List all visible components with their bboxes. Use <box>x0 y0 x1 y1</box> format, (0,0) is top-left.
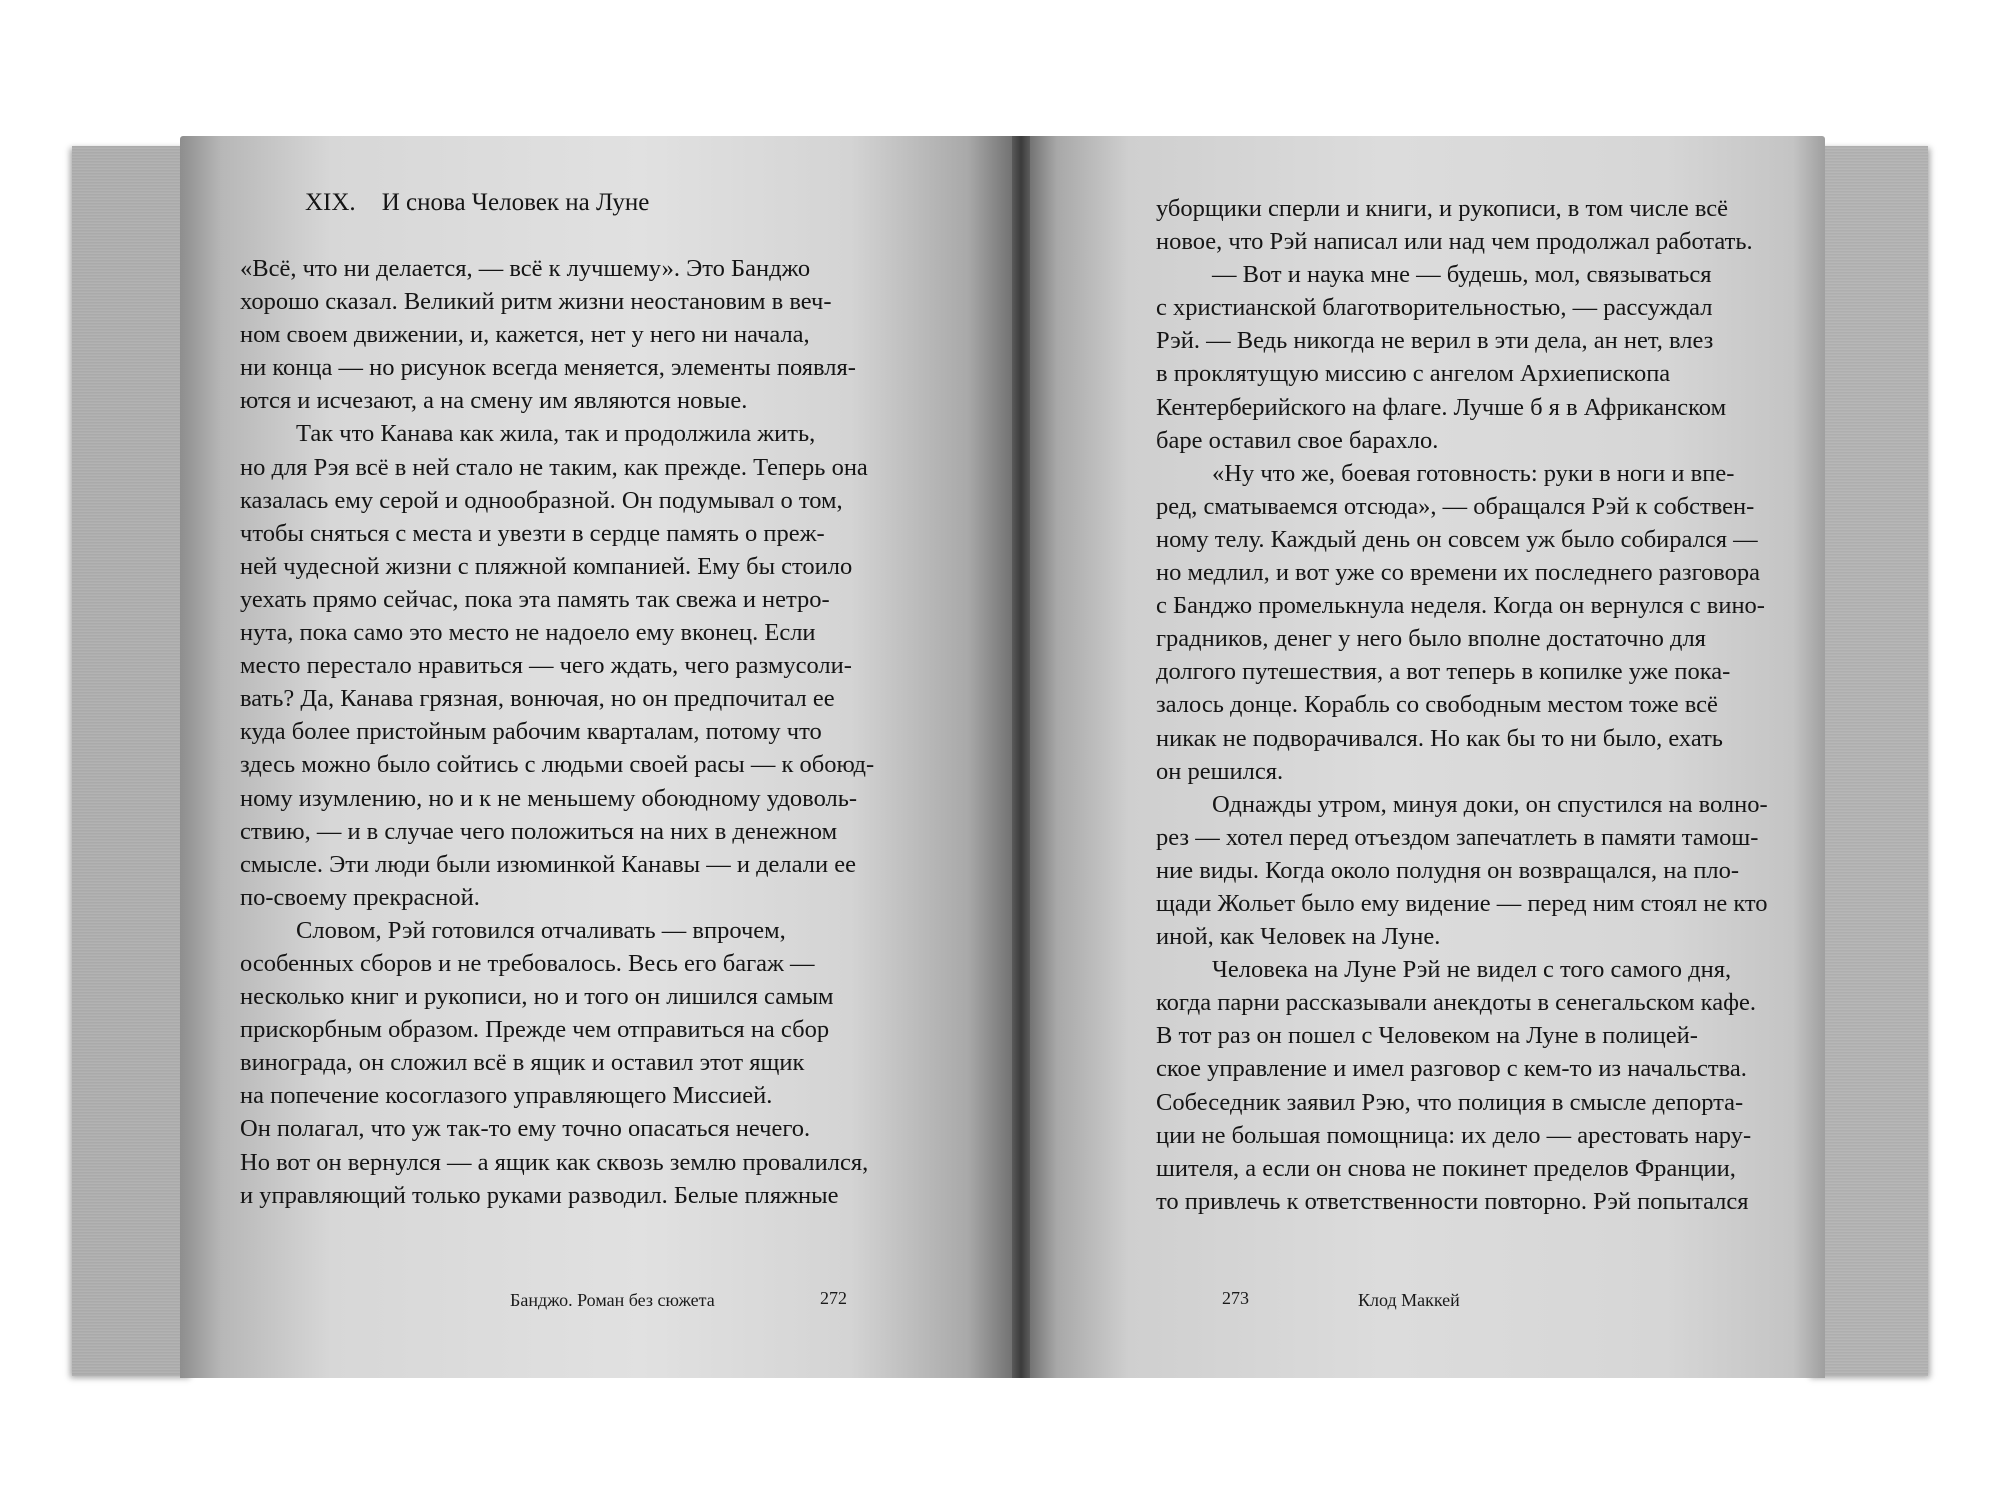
text-line: ни конца — но рисунок всегда меняется, элементы появля- <box>240 354 856 382</box>
text-line: по-своему прекрасной. <box>240 883 480 911</box>
text-line: Но вот он вернулся — а ящик как сквозь землю провалился, <box>240 1148 869 1176</box>
text-line: то привлечь к ответственности повторно. Рэй попытался <box>1156 1187 1749 1215</box>
text-line: прискорбным образом. Прежде чем отправиться на сбор <box>240 1016 830 1044</box>
text-line: градников, денег у него было вполне достаточно для <box>1156 625 1706 653</box>
text-line: ному изумлению, но и к не меньшему обоюдному удоволь- <box>240 784 858 812</box>
text-line: Рэй. — Ведь никогда не верил в эти дела, ан нет, влез <box>1156 327 1714 355</box>
text-line: смысле. Эти люди были изюминкой Канавы — и делали ее <box>240 850 856 878</box>
text-line: в проклятущую миссию с ангелом Архиепископа <box>1156 360 1671 388</box>
text-line: винограда, он сложил всё в ящик и оставил этот ящик <box>240 1049 805 1077</box>
text-line: нута, пока само это место не надоело ему вконец. Если <box>240 619 816 647</box>
text-line: Собеседник заявил Рэю, что полиция в смысле депорта- <box>1156 1088 1744 1116</box>
right-page-block-edge <box>1808 146 1928 1376</box>
text-line: но для Рэя всё в ней стало не таким, как прежде. Теперь она <box>240 453 868 481</box>
text-line: Кентерберийского на флаге. Лучше б я в Африканском <box>1156 393 1727 421</box>
text-line: уехать прямо сейчас, пока эта память так свежа и нетро- <box>240 585 830 613</box>
text-line: Однажды утром, минуя доки, он спустился на волно- <box>1212 790 1768 818</box>
text-line: чтобы сняться с места и увезти в сердце память о преж- <box>240 519 825 547</box>
left-running-footer-title: Банджо. Роман без сюжета <box>510 1290 715 1310</box>
text-line: место перестало нравиться — чего ждать, чего размусоли- <box>240 652 852 680</box>
text-line: — Вот и наука мне — будешь, мол, связываться <box>1212 261 1712 289</box>
text-line: Он полагал, что уж так-то ему точно опасаться нечего. <box>240 1115 811 1143</box>
text-line: шителя, а если он снова не покинет пределов Франции, <box>1156 1154 1736 1182</box>
text-line: ются и исчезают, а на смену им являются новые. <box>240 387 748 415</box>
text-line: вать? Да, Канава грязная, вонючая, но он предпочитал ее <box>240 685 835 713</box>
book-spine-gutter <box>1012 136 1030 1378</box>
text-line: ние виды. Когда около полудня он возвращался, на пло- <box>1156 856 1740 884</box>
text-line: и управляющий только руками разводил. Белые пляжные <box>240 1181 839 1209</box>
text-line: «Всё, что ни делается, — всё к лучшему». Это Банджо <box>240 255 811 282</box>
text-line: долгого путешествия, а вот теперь в копилке уже пока- <box>1156 658 1731 686</box>
text-line: но медлил, и вот уже со времени их последнего разговора <box>1156 559 1761 587</box>
text-line: никак не подворачивался. Но как бы то ни было, ехать <box>1156 724 1723 752</box>
text-line: Словом, Рэй готовился отчаливать — впрочем, <box>296 916 786 944</box>
text-line: баре оставил свое барахло. <box>1156 426 1439 454</box>
text-line: ции не большая помощница: их дело — арестовать нару- <box>1156 1121 1752 1149</box>
text-line: особенных сборов и не требовалось. Весь его багаж — <box>240 949 815 977</box>
text-line: когда парни рассказывали анекдоты в сенегальском кафе. <box>1156 989 1756 1017</box>
text-line: ское управление и имел разговор с кем-то из начальства. <box>1156 1055 1747 1083</box>
text-line: уборщики сперли и книги, и рукописи, в том числе всё <box>1156 195 1729 222</box>
text-line: залось донце. Корабль со свободным местом тоже всё <box>1156 691 1718 719</box>
chapter-heading <box>305 189 649 217</box>
chapter-number: XIX. <box>305 189 356 216</box>
right-page-number: 273 <box>1222 1288 1249 1308</box>
text-line: ствию, — и в случае чего положиться на них в денежном <box>240 817 838 845</box>
left-page-block-edge <box>72 146 192 1376</box>
text-line: иной, как Человек на Луне. <box>1156 923 1441 951</box>
text-line: на попечение косоглазого управляющего Миссией. <box>240 1082 773 1110</box>
chapter-title: И снова Человек на Луне <box>381 189 650 216</box>
text-line: с Банджо промелькнула неделя. Когда он вернулся с вино- <box>1156 592 1765 620</box>
text-line: хорошо сказал. Великий ритм жизни неостановим в веч- <box>240 288 832 316</box>
right-running-footer-author: Клод Маккей <box>1358 1290 1460 1310</box>
left-page-number: 272 <box>820 1288 847 1308</box>
text-line: «Ну что же, боевая готовность: руки в ноги и впе- <box>1212 459 1735 487</box>
right-page-body-text <box>1156 192 1768 1218</box>
text-line: рез — хотел перед отъездом запечатлеть в памяти тамош- <box>1156 823 1759 851</box>
text-line: В тот раз он пошел с Человеком на Луне в полицей- <box>1156 1022 1698 1050</box>
text-line: с христианской благотворительностью, — рассуждал <box>1156 294 1713 322</box>
text-line: Человека на Луне Рэй не видел с того самого дня, <box>1212 956 1732 984</box>
text-line: он решился. <box>1156 757 1284 785</box>
text-line: щади Жольет было ему видение — перед ним стоял не кто <box>1156 889 1768 917</box>
text-line: ней чудесной жизни с пляжной компанией. Ему бы стоило <box>240 552 853 580</box>
text-line: ред, сматываемся отсюда», — обращался Рэй к собствен- <box>1156 492 1755 520</box>
text-line: здесь можно было сойтись с людьми своей расы — к обоюд- <box>240 751 875 779</box>
text-line: ном своем движении, и, кажется, нет у него ни начала, <box>240 321 810 349</box>
text-line: куда более пристойным рабочим кварталам, потому что <box>240 718 822 746</box>
text-line: казалась ему серой и однообразной. Он подумывал о том, <box>240 486 843 514</box>
text-line: новое, что Рэй написал или над чем продолжал работать. <box>1156 228 1753 256</box>
left-page-body-text <box>240 252 874 1212</box>
text-line: ному телу. Каждый день он совсем уж было собирался — <box>1156 525 1758 553</box>
text-line: Так что Канава как жила, так и продолжила жить, <box>296 420 816 448</box>
text-line: несколько книг и рукописи, но и того он лишился самым <box>240 983 834 1011</box>
